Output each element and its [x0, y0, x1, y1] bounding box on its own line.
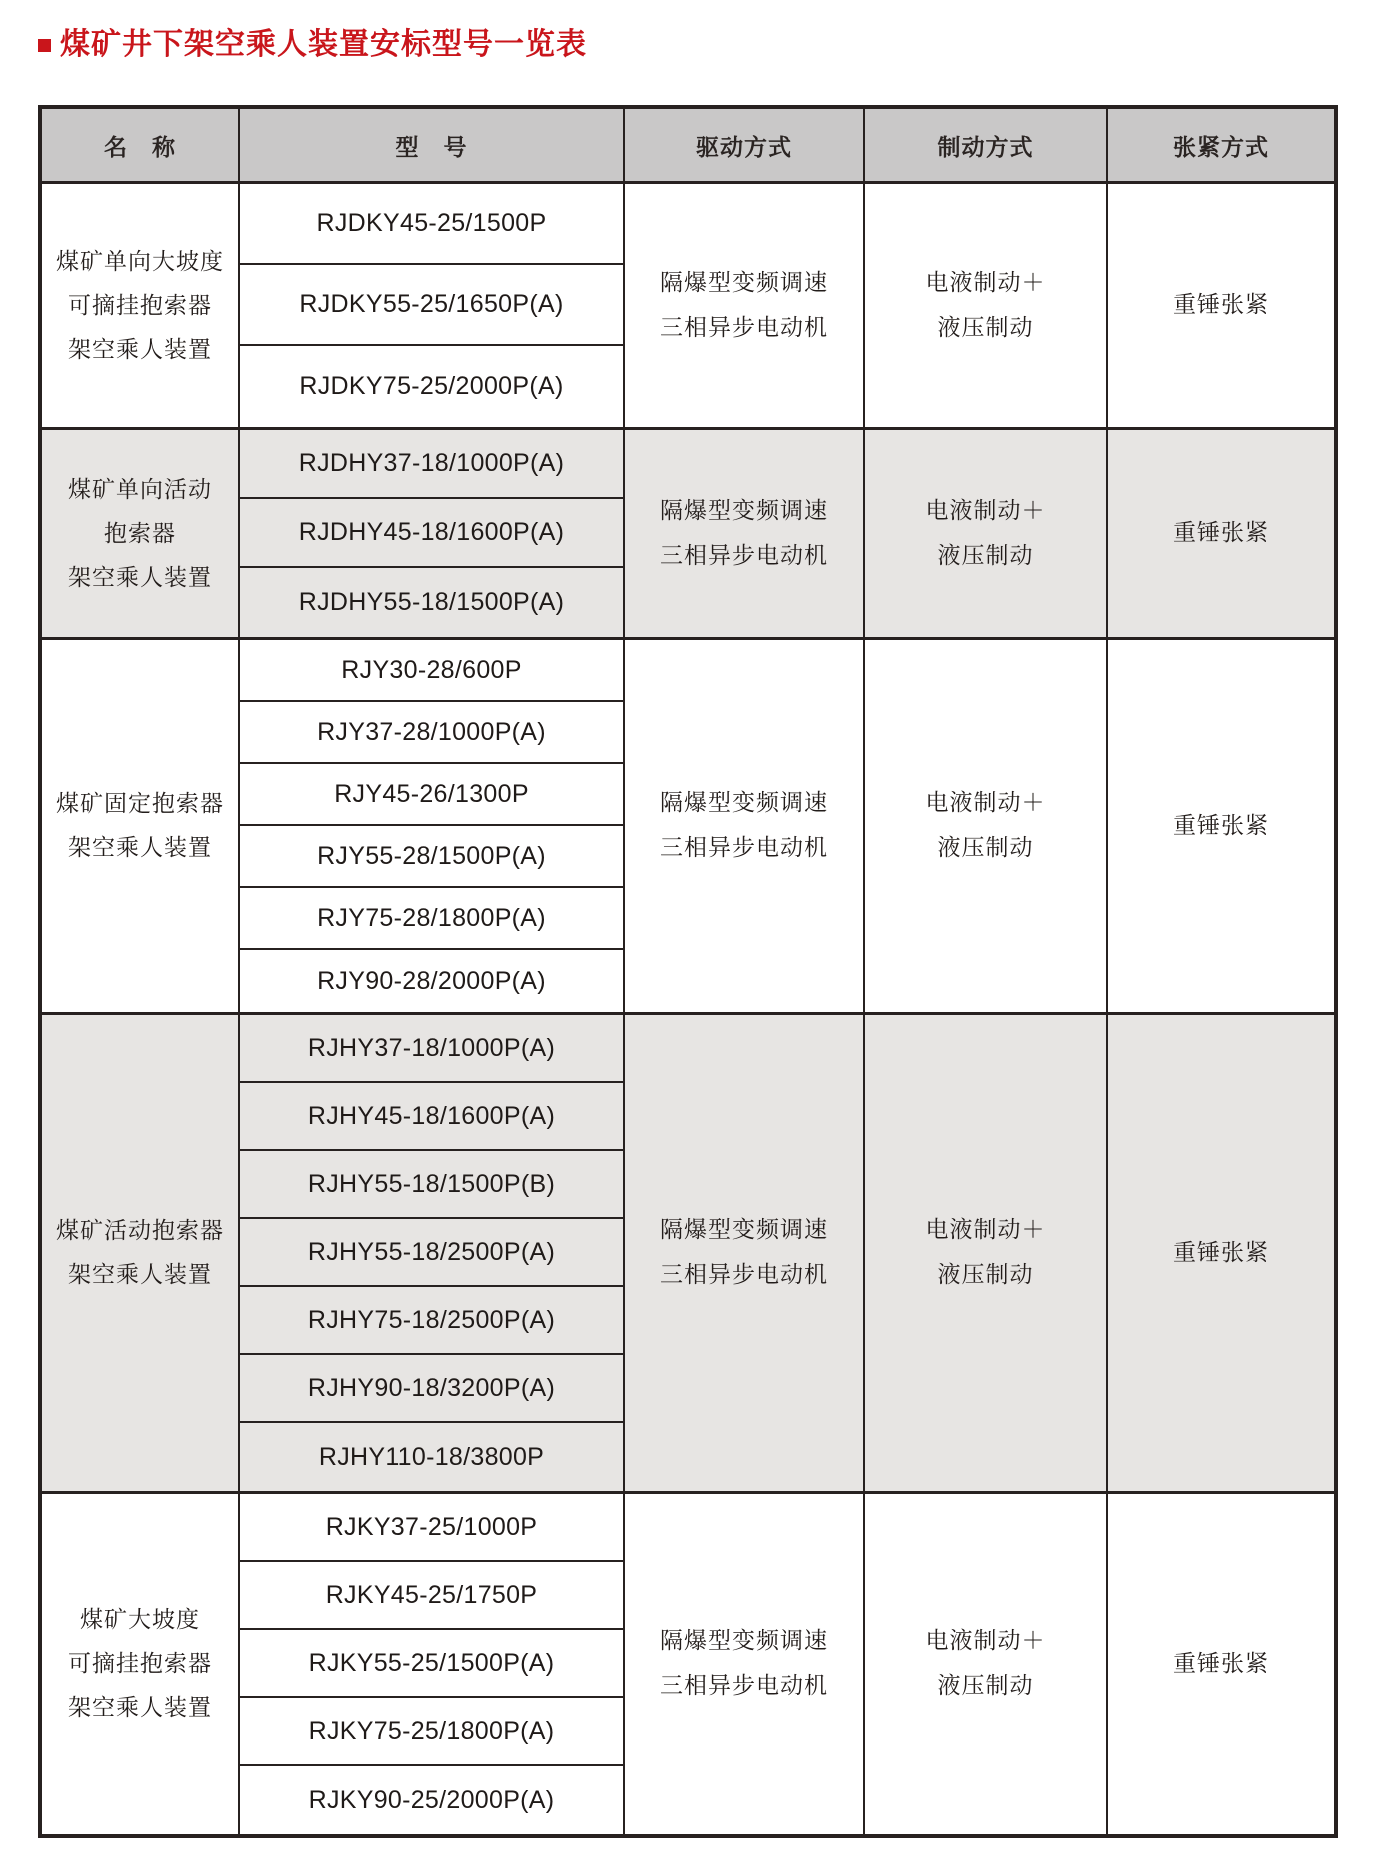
brake-mode-cell — [865, 430, 1108, 637]
tension-mode-cell — [1108, 640, 1334, 1012]
header-drive-mode: 驱动方式 — [625, 109, 865, 181]
drive-mode-cell — [625, 184, 865, 427]
device-group-row — [42, 640, 1334, 1015]
model-cell: RJKY90-25/2000P(A) — [308, 1785, 555, 1814]
drive-mode-line: 三相异步电动机 — [660, 1673, 828, 1699]
drive-mode-line: 隔爆型变频调速 — [660, 1628, 828, 1654]
model-cell: RJKY55-25/1500P(A) — [240, 1630, 623, 1698]
model-cell: RJY45-26/1300P — [240, 764, 623, 826]
brake-mode-line: 电液制动＋ — [925, 1628, 1046, 1654]
device-name-line: 煤矿单向活动 — [68, 476, 212, 503]
brake-mode-line: 液压制动 — [937, 542, 1034, 569]
tension-mode-line: 重锤张紧 — [1173, 520, 1269, 546]
model-list — [240, 430, 625, 637]
header-name: 名 称 — [42, 109, 240, 181]
drive-mode-line: 三相异步电动机 — [660, 314, 828, 341]
model-cell: RJY37-28/1000P(A) — [240, 702, 623, 764]
device-group-row — [42, 1015, 1334, 1494]
model-cell: RJHY55-18/2500P(A) — [240, 1219, 623, 1287]
device-name-line: 煤矿固定抱索器 — [56, 791, 224, 817]
device-name-line: 煤矿单向大坡度 — [56, 248, 224, 275]
model-cell: RJDKY75-25/2000P(A) — [299, 372, 564, 400]
tension-mode-line: 重锤张紧 — [1173, 292, 1269, 318]
table-title: 煤矿井下架空乘人装置安标型号一览表 — [60, 27, 587, 62]
model-list — [240, 640, 625, 1012]
brake-mode-line: 电液制动＋ — [925, 497, 1046, 524]
model-cell: RJDKY45-25/1500P — [240, 184, 623, 265]
device-name-line: 抱索器 — [104, 520, 176, 547]
drive-mode-cell — [625, 1494, 865, 1834]
device-group-row — [42, 430, 1334, 640]
tension-mode-cell — [1108, 1494, 1334, 1834]
device-name-line: 可摘挂抱索器 — [68, 292, 212, 319]
title-bullet-icon — [38, 39, 51, 52]
drive-mode-cell — [625, 430, 865, 637]
model-list — [240, 184, 625, 427]
brake-mode-line: 液压制动 — [937, 1262, 1034, 1288]
model-cell: RJHY55-18/1500P(B) — [240, 1151, 623, 1219]
device-name-cell — [42, 1015, 240, 1491]
drive-mode-line: 隔爆型变频调速 — [660, 790, 828, 816]
device-name-cell — [42, 430, 240, 637]
model-cell: RJHY90-18/3200P(A) — [240, 1355, 623, 1423]
model-cell: RJY75-28/1800P(A) — [240, 888, 623, 950]
device-name-line: 架空乘人装置 — [68, 835, 212, 861]
device-name-line: 可摘挂抱索器 — [68, 1651, 212, 1677]
tension-mode-line: 重锤张紧 — [1173, 1239, 1269, 1266]
drive-mode-cell — [625, 640, 865, 1012]
device-name-line: 煤矿活动抱索器 — [56, 1218, 224, 1244]
model-cell: RJDKY55-25/1650P(A) — [240, 265, 623, 346]
drive-mode-line: 三相异步电动机 — [660, 1262, 828, 1288]
brake-mode-line: 电液制动＋ — [925, 1217, 1046, 1243]
device-name-line: 煤矿大坡度 — [80, 1607, 200, 1633]
tension-mode-cell — [1108, 1015, 1334, 1491]
device-name-cell — [42, 184, 240, 427]
device-group-row — [42, 1494, 1334, 1834]
header-brake-mode: 制动方式 — [865, 109, 1108, 181]
model-cell: RJDHY37-18/1000P(A) — [240, 430, 623, 499]
brake-mode-cell — [865, 184, 1108, 427]
model-list — [240, 1494, 625, 1834]
device-name-cell — [42, 1494, 240, 1834]
model-cell: RJKY37-25/1000P — [240, 1494, 623, 1562]
header-model: 型 号 — [240, 109, 625, 181]
brake-mode-cell — [865, 1494, 1108, 1834]
model-cell: RJHY75-18/2500P(A) — [240, 1287, 623, 1355]
brake-mode-line: 液压制动 — [937, 1673, 1034, 1699]
brake-mode-line: 液压制动 — [937, 314, 1034, 341]
models-table — [38, 105, 1338, 1838]
brake-mode-line: 电液制动＋ — [925, 790, 1046, 816]
brake-mode-cell — [865, 640, 1108, 1012]
drive-mode-line: 隔爆型变频调速 — [660, 1217, 828, 1243]
model-cell: RJY55-28/1500P(A) — [240, 826, 623, 888]
model-cell: RJDHY55-18/1500P(A) — [298, 588, 565, 616]
model-cell: RJHY45-18/1600P(A) — [240, 1083, 623, 1151]
model-cell: RJHY110-18/3800P — [318, 1442, 545, 1471]
drive-mode-cell — [625, 1015, 865, 1491]
model-cell: RJY90-28/2000P(A) — [317, 966, 546, 995]
tension-mode-line: 重锤张紧 — [1173, 812, 1269, 839]
drive-mode-line: 三相异步电动机 — [660, 542, 828, 569]
brake-mode-cell — [865, 1015, 1108, 1491]
drive-mode-line: 隔爆型变频调速 — [660, 269, 828, 296]
model-cell: RJHY37-18/1000P(A) — [240, 1015, 623, 1083]
drive-mode-line: 隔爆型变频调速 — [660, 497, 828, 524]
model-list — [240, 1015, 625, 1491]
table-header-row — [42, 109, 1334, 184]
model-cell: RJDHY45-18/1600P(A) — [240, 499, 623, 568]
page-title — [38, 28, 1338, 72]
drive-mode-line: 三相异步电动机 — [660, 835, 828, 861]
device-name-line: 架空乘人装置 — [68, 564, 212, 591]
device-name-cell — [42, 640, 240, 1012]
device-name-line: 架空乘人装置 — [68, 1695, 212, 1721]
tension-mode-cell — [1108, 430, 1334, 637]
tension-mode-line: 重锤张紧 — [1173, 1650, 1269, 1677]
header-tension-mode: 张紧方式 — [1173, 134, 1269, 161]
device-group-row — [42, 184, 1334, 430]
model-cell: RJKY45-25/1750P — [240, 1562, 623, 1630]
device-name-line: 架空乘人装置 — [68, 1262, 212, 1288]
brake-mode-line: 电液制动＋ — [925, 269, 1046, 296]
model-cell: RJKY75-25/1800P(A) — [240, 1698, 623, 1766]
tension-mode-cell — [1108, 184, 1334, 427]
brake-mode-line: 液压制动 — [937, 835, 1034, 861]
device-name-line: 架空乘人装置 — [68, 336, 212, 363]
model-cell: RJY30-28/600P — [240, 640, 623, 702]
